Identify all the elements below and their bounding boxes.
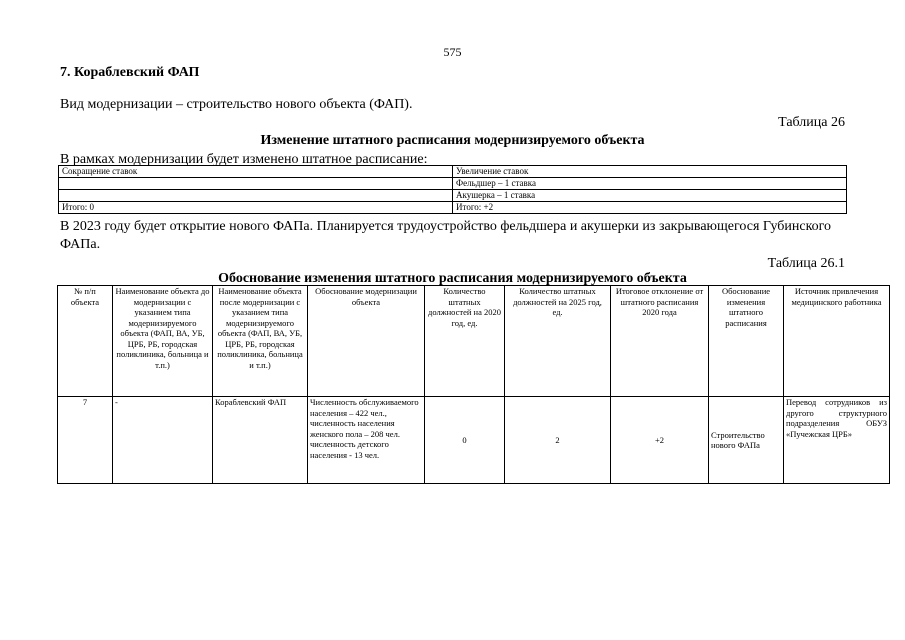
table-title: Изменение штатного расписания модернизируемого объекта	[260, 133, 645, 148]
justification-cell: Численность обслуживаемого населения – 422 чел., численность населения женского пола – 208 чел. численность детского населения - 13 чел.	[308, 397, 425, 484]
worker-source: Перевод сотрудников из другого структурного подразделения ОБУЗ «Пучежская ЦРБ»	[784, 397, 890, 484]
column-header: Наименование объекта после модернизации с указанием типа модернизируемого объекта (ФАП, ВА, УБ, ЦРБ, РБ, городская поликлиника, больница и т.п.)	[213, 286, 308, 397]
body-paragraph: В 2023 году будет открытие нового ФАПа. Планируется трудоустройство фельдшера и акушерки из закрывающегося Губинского ФАПа.	[60, 219, 832, 252]
table-label: Таблица 26.1	[767, 256, 845, 271]
deviation: +2	[611, 397, 709, 484]
staff-2025: 2	[505, 397, 611, 484]
table-cell	[59, 190, 453, 202]
increase-item: Фельдшер – 1 ставка	[453, 178, 847, 190]
header-row	[58, 286, 890, 397]
table-row	[59, 178, 847, 190]
increase-header: Увеличение ставок	[453, 166, 847, 178]
object-number: 7	[58, 397, 113, 484]
modernization-type: Вид модернизации – строительство нового объекта (ФАП).	[60, 97, 413, 112]
total-increase: Итого: +2	[453, 202, 847, 214]
increase-item: Акушерка – 1 ставка	[453, 190, 847, 202]
column-header: Количество штатных должностей на 2020 год, ед.	[425, 286, 505, 397]
object-before: -	[113, 397, 213, 484]
column-header: № п/п объекта	[58, 286, 113, 397]
table-title: Обоснование изменения штатного расписания модернизируемого объекта	[218, 271, 687, 286]
table-intro: В рамках модернизации будет изменено штатное расписание:	[60, 152, 428, 167]
column-header: Количество штатных должностей на 2025 год, ед.	[505, 286, 611, 397]
table-label: Таблица 26	[778, 115, 845, 130]
column-header: Источник привлечения медицинского работника	[784, 286, 890, 397]
page-number: 575	[443, 45, 462, 59]
staff-2020: 0	[425, 397, 505, 484]
column-header: Итоговое отклонение от штатного расписания 2020 года	[611, 286, 709, 397]
section-title: 7. Кораблевский ФАП	[60, 65, 200, 80]
reduction-header: Сокращение ставок	[59, 166, 453, 178]
table-cell	[59, 178, 453, 190]
table-row	[59, 202, 847, 214]
column-header: Наименование объекта до модернизации с указанием типа модернизируемого объекта (ФАП, ВА, УБ, ЦРБ, РБ, городская поликлиника, больница и т.п.)	[113, 286, 213, 397]
change-reason: Строительство нового ФАПа	[709, 397, 784, 484]
table-row	[58, 397, 890, 484]
table-row	[59, 166, 847, 178]
object-after: Кораблевский ФАП	[213, 397, 308, 484]
column-header: Обоснование изменения штатного расписания	[709, 286, 784, 397]
justification-table	[57, 285, 890, 484]
column-header: Обоснование модернизации объекта	[308, 286, 425, 397]
total-reduction: Итого: 0	[59, 202, 453, 214]
staffing-change-table	[58, 165, 847, 214]
table-row	[59, 190, 847, 202]
